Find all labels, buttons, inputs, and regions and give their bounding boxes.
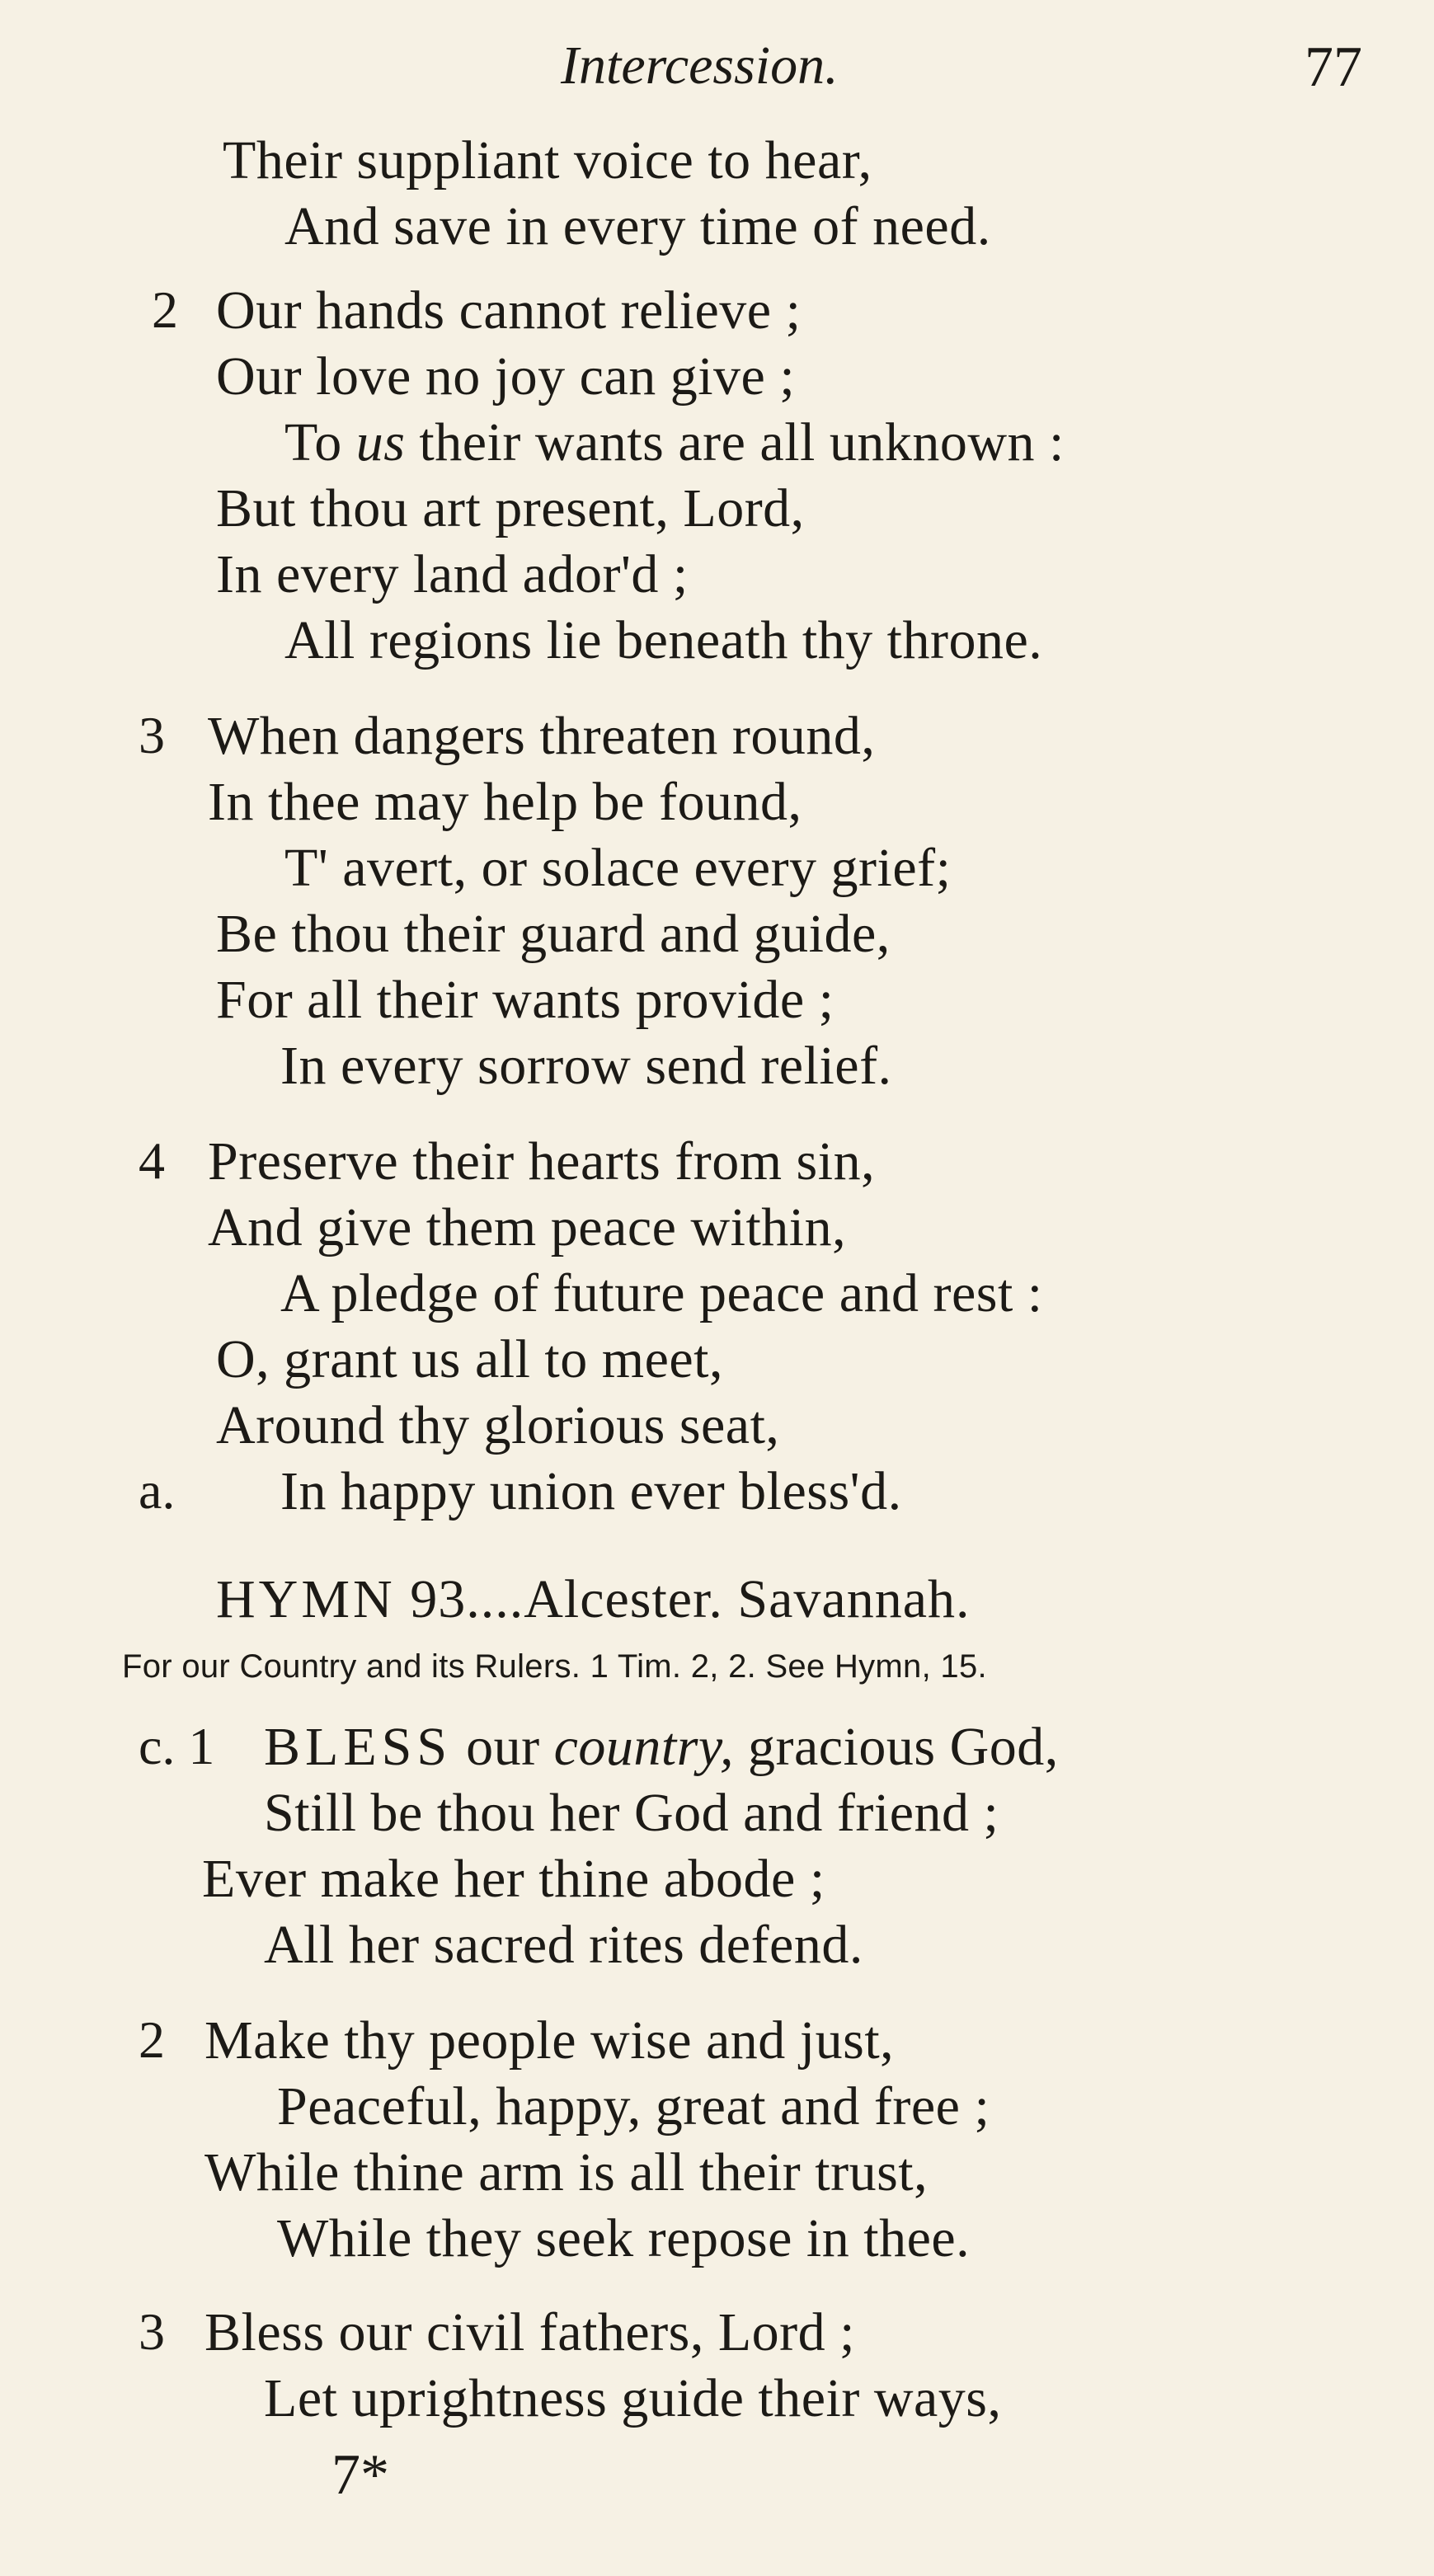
verse-line: Their suppliant voice to hear,	[223, 130, 872, 190]
italic-emphasis: us	[355, 412, 406, 472]
stanza-number: 2	[152, 280, 178, 339]
stanza-marker: a.	[139, 1461, 176, 1520]
verse-line: O, grant us all to meet,	[216, 1329, 724, 1389]
verse-line: In happy union ever bless'd.	[280, 1461, 902, 1521]
verse-line: Preserve their hearts from sin,	[208, 1131, 876, 1192]
running-head: Intercession.	[561, 35, 839, 96]
hymn-label: HYMN	[216, 1569, 396, 1629]
signature-mark: 7*	[331, 2443, 389, 2507]
stanza-number: 3	[139, 2302, 165, 2361]
verse-text: our	[452, 1717, 554, 1777]
stanza-number: 4	[139, 1131, 165, 1190]
hymn-heading	[216, 1568, 971, 1631]
verse-line: In every sorrow send relief.	[280, 1036, 892, 1096]
verse-line: T' avert, or solace every grief;	[284, 838, 952, 898]
verse-text: their wants are all unknown :	[405, 412, 1065, 472]
italic-emphasis: country,	[553, 1717, 735, 1777]
verse-line: Our hands cannot relieve ;	[216, 280, 802, 341]
verse-line: All her sacred rites defend.	[264, 1915, 863, 1975]
verse-text: gracious God,	[734, 1717, 1059, 1777]
verse-line: A pledge of future peace and rest :	[280, 1263, 1043, 1323]
verse-line: Around thy glorious seat,	[216, 1395, 780, 1455]
verse-line: Still be thou her God and friend ;	[264, 1783, 999, 1843]
verse-line: But thou art present, Lord,	[216, 478, 805, 538]
verse-line: Be thou their guard and guide,	[216, 904, 891, 964]
verse-line: Ever make her thine abode ;	[202, 1849, 825, 1909]
verse-line: In thee may help be found,	[208, 772, 802, 832]
stanza-marker: c. 1	[139, 1717, 215, 1775]
verse-line: And give them peace within,	[208, 1197, 847, 1257]
verse-line: Let uprightness guide their ways,	[264, 2368, 1002, 2428]
verse-line: While thine arm is all their trust,	[205, 2142, 929, 2202]
verse-line: Our love no joy can give ;	[216, 346, 796, 407]
verse-line: All regions lie beneath thy throne.	[284, 610, 1043, 670]
verse-line: In every land ador'd ;	[216, 544, 689, 604]
stanza-number: 2	[139, 2010, 165, 2069]
verse-line: And save in every time of need.	[284, 196, 991, 256]
first-word: BLESS	[264, 1717, 453, 1777]
verse-line: For all their wants provide ;	[216, 970, 835, 1030]
verse-line: Make thy people wise and just,	[205, 2010, 895, 2071]
verse-text: To	[284, 412, 356, 472]
verse-line	[264, 1717, 1059, 1777]
verse-line: When dangers threaten round,	[208, 706, 876, 766]
page-number: 77	[1305, 35, 1362, 99]
verse-line: While they seek repose in thee.	[277, 2208, 971, 2268]
verse-line: Peaceful, happy, great and free ;	[277, 2076, 990, 2136]
verse-line: Bless our civil fathers, Lord ;	[205, 2302, 856, 2362]
stanza-number: 3	[139, 706, 165, 764]
hymn-subtitle: For our Country and its Rulers. 1 Tim. 2, 2. See Hymn, 15.	[122, 1648, 987, 1685]
verse-line	[284, 412, 1065, 472]
hymn-title: 93....Alcester. Savannah.	[395, 1569, 971, 1629]
